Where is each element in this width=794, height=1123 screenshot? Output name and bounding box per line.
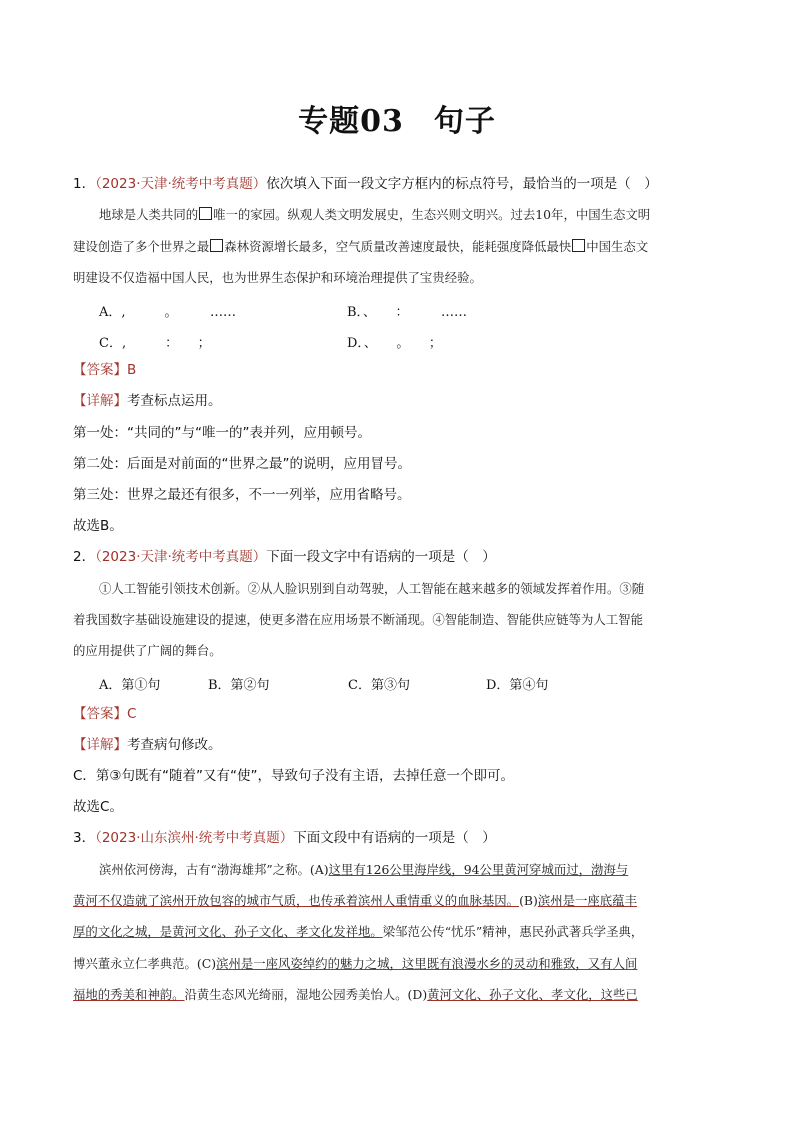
q2-stem: 下面一段文字中有语病的一项是（ ） xyxy=(266,549,496,565)
q1-stem-line xyxy=(73,175,658,193)
answer-value: B xyxy=(127,362,137,378)
q2-number: 2． xyxy=(73,549,96,565)
q3-stem: 下面文段中有语病的一项是（ ） xyxy=(293,830,496,846)
q1-stem: 依次填入下面一段文字方框内的标点符号，最恰当的一项是（ ） xyxy=(266,176,658,192)
q2-detail: 【详解】考查病句修改。 xyxy=(73,737,222,753)
q1-passage-line-2: 建设创造了多个世界之最 森林资源增长最多，空气质量改善速度最快，能耗强度降低最快 中国生态文 xyxy=(73,239,649,254)
answer-value: C xyxy=(127,706,137,722)
q1-source: （2023·天津·统考中考真题） xyxy=(95,176,267,192)
q1-option-a[interactable]: A．, 。 …… xyxy=(99,305,237,320)
q3-passage-line-4: 博兴董永立仁孝典范。(C)滨州是一座风姿绰约的魅力之城，这里既有浪漫水乡的灵动和雅致，又有人间 xyxy=(73,956,638,971)
q1-answer xyxy=(73,361,136,379)
q3-passage-line-2: 黄河不仅造就了滨州开放包容的城市气质，也传承着滨州人重情重义的血脉基因。(B)滨州是一座底蕴丰 xyxy=(73,893,637,908)
q2-source: （2023·天津·统考中考真题） xyxy=(95,549,267,565)
detail-tag: 【详解】 xyxy=(73,393,127,409)
title-sub: 句子 xyxy=(433,104,496,139)
q3-source: （2023·山东滨州·统考中考真题） xyxy=(95,830,294,846)
q1-detail: 【详解】考查标点运用。 xyxy=(73,393,222,409)
q2-option-b[interactable]: B．第②句 xyxy=(208,678,270,693)
q1-detail-1: 第一处：“共同的”与“唯一的”表并列，应用顿号。 xyxy=(73,425,371,441)
q1-option-d[interactable]: D．、 。 ； xyxy=(347,336,442,351)
q2-option-d[interactable]: D．第④句 xyxy=(486,678,549,693)
q3-stem-line xyxy=(73,829,496,847)
q2-detail-1: C．第③句既有“随着”又有“使”，导致句子没有主语，去掉任意一个即可。 xyxy=(73,768,515,784)
q3-passage-line-1: 滨州依河傍海，古有“渤海雄邦”之称。(A)这里有126公里海岸线，94公里黄河穿城而过，渤海与 xyxy=(99,862,629,877)
q2-passage-line-2: 着我国数字基础设施建设的提速，使更多潜在应用场景不断涌现。④智能制造、智能供应链等为人工智能 xyxy=(73,612,643,627)
q3-number: 3． xyxy=(73,830,96,846)
title-main: 专题03 xyxy=(298,104,404,139)
blank-box xyxy=(572,239,585,252)
q1-passage-line-1: 地球是人类共同的 唯一的家园。纵观人类文明发展史，生态兴则文明兴。过去10年，中国生态文明 xyxy=(99,207,651,222)
detail-tag: 【详解】 xyxy=(73,737,127,753)
q1-detail-2: 第二处：后面是对前面的“世界之最”的说明，应用冒号。 xyxy=(73,456,411,472)
q2-answer xyxy=(73,705,136,723)
blank-box xyxy=(199,207,212,220)
q2-option-c[interactable]: C．第③句 xyxy=(348,678,410,693)
q2-passage-line-3: 的应用提供了广阔的舞台。 xyxy=(73,643,222,658)
blank-box xyxy=(210,239,223,252)
q1-number: 1． xyxy=(73,176,96,192)
answer-tag: 【答案】 xyxy=(73,362,127,378)
answer-tag: 【答案】 xyxy=(73,706,127,722)
q3-passage-line-5: 福地的秀美和神韵。沿黄生态风光绮丽，湿地公园秀美怡人。(D)黄河文化、孙子文化、孝文化，这些已 xyxy=(73,987,638,1002)
q1-option-c[interactable]: C．, ： ； xyxy=(99,336,211,351)
q2-option-a[interactable]: A．第①句 xyxy=(99,678,161,693)
page-title xyxy=(0,96,794,140)
q1-passage-line-3: 明建设不仅造福中国人民，也为世界生态保护和环境治理提供了宝贵经验。 xyxy=(73,270,482,285)
q3-passage-line-3: 厚的文化之城，是黄河文化、孙子文化、孝文化发祥地。梁邹范公传“忧乐”精神，惠民孙武著兵学圣典， xyxy=(73,924,644,939)
q2-choose: 故选C。 xyxy=(73,799,123,815)
q1-choose: 故选B。 xyxy=(73,518,123,534)
q1-detail-3: 第三处：世界之最还有很多，不一一列举，应用省略号。 xyxy=(73,487,411,503)
q2-stem-line xyxy=(73,548,496,566)
q1-option-b[interactable]: B．、 ： …… xyxy=(347,305,468,320)
q2-passage-line-1: ①人工智能引领技术创新。②从人脸识别到自动驾驶，人工智能在越来越多的领域发挥着作用。③随 xyxy=(99,581,645,596)
